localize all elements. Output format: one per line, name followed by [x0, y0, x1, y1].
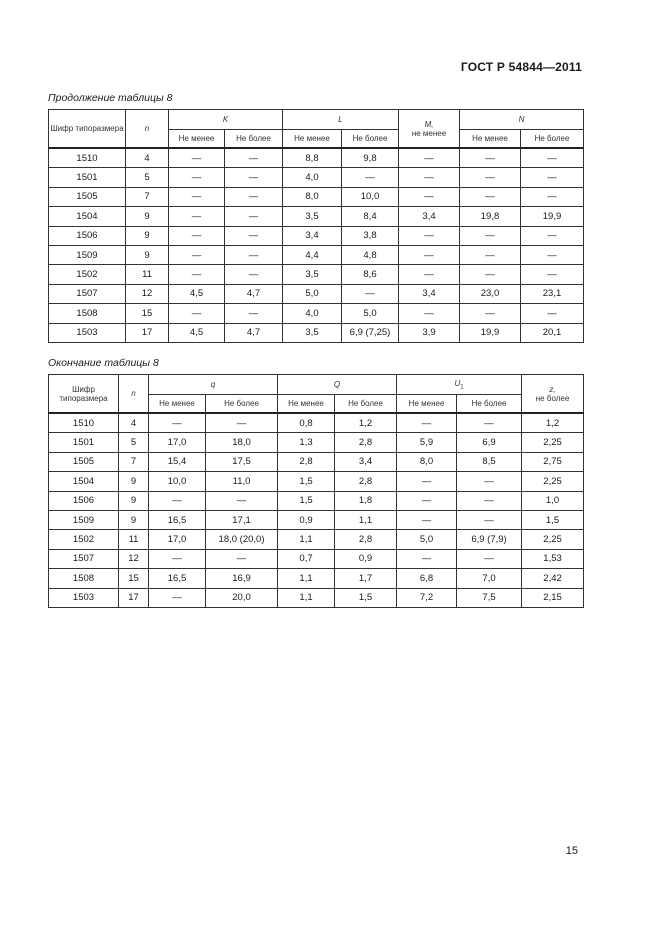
table-cell: — — [206, 549, 278, 568]
table-cell: 11 — [119, 530, 149, 549]
table-cell: 3,8 — [342, 226, 399, 245]
table-cell: 1501 — [49, 433, 119, 452]
table-cell: 20,1 — [521, 323, 584, 342]
table-cell: 3,4 — [399, 284, 460, 303]
sub-header-l-min: Не менее — [283, 130, 342, 149]
table-cell: 8,0 — [283, 187, 342, 206]
table-cell: 5,0 — [397, 530, 457, 549]
table-cell: 12 — [119, 549, 149, 568]
table-cell: 1507 — [49, 284, 126, 303]
col-m-qualifier: не менее — [411, 128, 447, 138]
standard-code: ГОСТ Р 54844—2011 — [460, 60, 582, 74]
table-cell: 9 — [119, 491, 149, 510]
table-cell: 7,0 — [457, 569, 522, 588]
table-cell: — — [342, 168, 399, 187]
col-z-header — [522, 375, 584, 414]
table-row — [49, 588, 584, 607]
table-cell: 19,9 — [521, 207, 584, 226]
table-cell: 11 — [126, 265, 169, 284]
table-cell: 6,9 (7,9) — [457, 530, 522, 549]
table-cell: — — [457, 549, 522, 568]
table-cell: 3,4 — [335, 452, 397, 471]
col-u-symbol: U — [454, 378, 461, 388]
table-cell: — — [460, 304, 521, 323]
table-cell: 3,5 — [283, 265, 342, 284]
table-cell: — — [397, 472, 457, 491]
table-row — [49, 226, 584, 245]
col-m-symbol: M, — [424, 119, 434, 129]
table-cell: 1508 — [49, 569, 119, 588]
table-cell: 8,0 — [397, 452, 457, 471]
table-cell: 4,0 — [283, 304, 342, 323]
table-cell: 1,8 — [335, 491, 397, 510]
table-cell: — — [169, 207, 225, 226]
table-cell: 1,5 — [335, 588, 397, 607]
sub-header-q-max: Не более — [206, 395, 278, 414]
col-k-header: K — [169, 110, 283, 130]
table-row — [49, 323, 584, 342]
table-cell: 5 — [126, 168, 169, 187]
table-cell: 11,0 — [206, 472, 278, 491]
table-cell: 19,9 — [460, 323, 521, 342]
table-continuation-caption: Продолжение таблицы 8 — [48, 92, 173, 104]
sub-header-n-max: Не более — [521, 130, 584, 149]
table-cell: 7 — [119, 452, 149, 471]
table-row — [49, 265, 584, 284]
table-row — [49, 491, 584, 510]
table-cell: 1,7 — [335, 569, 397, 588]
table-row — [49, 284, 584, 303]
table-cell: — — [460, 187, 521, 206]
table-cell: 7 — [126, 187, 169, 206]
table-cell: — — [399, 226, 460, 245]
table-cell: 1507 — [49, 549, 119, 568]
table-cell: 9,8 — [342, 148, 399, 168]
table-cell: 1510 — [49, 413, 119, 433]
table-cell: 1,2 — [522, 413, 584, 433]
table-cell: 0,7 — [278, 549, 335, 568]
table-cell: 8,4 — [342, 207, 399, 226]
table-cell: — — [399, 168, 460, 187]
table-cell: — — [521, 304, 584, 323]
table-cell: 15 — [126, 304, 169, 323]
table-cell: 4,5 — [169, 323, 225, 342]
sub-header-l-max: Не более — [342, 130, 399, 149]
table-cell: 0,9 — [278, 510, 335, 529]
col-n-upper-header: N — [460, 110, 584, 130]
table-cell: 1509 — [49, 245, 126, 264]
table-cell: 1,0 — [522, 491, 584, 510]
table-cell: 2,8 — [335, 530, 397, 549]
table-cell: 2,25 — [522, 472, 584, 491]
table-cell: 1,2 — [335, 413, 397, 433]
table-cell: — — [521, 148, 584, 168]
table-row — [49, 245, 584, 264]
table-cell: 6,9 — [457, 433, 522, 452]
table-cell: 1,53 — [522, 549, 584, 568]
table-cell: 6,8 — [397, 569, 457, 588]
table-cell: 4 — [119, 413, 149, 433]
table-cell: 4,7 — [225, 323, 283, 342]
table-cell: — — [521, 168, 584, 187]
table-row — [49, 413, 584, 433]
sub-header-q-upper-min: Не менее — [278, 395, 335, 414]
table-cell: 1505 — [49, 187, 126, 206]
table-cell: 7,2 — [397, 588, 457, 607]
table-continuation-body — [49, 148, 584, 342]
table-cell: 1510 — [49, 148, 126, 168]
table-row — [49, 148, 584, 168]
table-cell: 9 — [126, 226, 169, 245]
table-cell: — — [521, 265, 584, 284]
table-cell: 18,0 (20,0) — [206, 530, 278, 549]
table-cell: — — [225, 265, 283, 284]
table-cell: — — [457, 491, 522, 510]
table-cell: — — [460, 265, 521, 284]
col-q-upper-header: Q — [278, 375, 397, 395]
table-cell: 3,5 — [283, 207, 342, 226]
col-m-header — [399, 110, 460, 149]
sub-header-n-min: Не менее — [460, 130, 521, 149]
table-cell: 23,0 — [460, 284, 521, 303]
table-cell: 2,8 — [278, 452, 335, 471]
table-cell: 1508 — [49, 304, 126, 323]
table-cell: 2,25 — [522, 530, 584, 549]
table-cell: 4,0 — [283, 168, 342, 187]
table-cell: — — [399, 187, 460, 206]
table-cell: — — [399, 148, 460, 168]
table-cell: 16,9 — [206, 569, 278, 588]
table-cell: — — [225, 245, 283, 264]
table-cell: — — [460, 168, 521, 187]
table-cell: 20,0 — [206, 588, 278, 607]
table-cell: 23,1 — [521, 284, 584, 303]
table-cell: 1506 — [49, 226, 126, 245]
table-cell: — — [206, 413, 278, 433]
sub-header-k-min: Не менее — [169, 130, 225, 149]
table-row — [49, 549, 584, 568]
table-cell: 7,5 — [457, 588, 522, 607]
table-cell: — — [169, 304, 225, 323]
table-end-body — [49, 413, 584, 607]
table-cell: — — [460, 226, 521, 245]
table-cell: 1504 — [49, 207, 126, 226]
table-row — [49, 530, 584, 549]
table-cell: 5,9 — [397, 433, 457, 452]
table-cell: 16,5 — [149, 569, 206, 588]
col-n-header: n — [126, 110, 169, 149]
table-cell: — — [225, 148, 283, 168]
table-cell: 17 — [119, 588, 149, 607]
col-z-symbol: z, — [549, 384, 556, 394]
table-cell: 2,42 — [522, 569, 584, 588]
table-continuation — [48, 109, 584, 343]
table-cell: 1501 — [49, 168, 126, 187]
table-cell: 8,6 — [342, 265, 399, 284]
table-cell: 1509 — [49, 510, 119, 529]
table-cell: 18,0 — [206, 433, 278, 452]
table-cell: 1,1 — [278, 588, 335, 607]
table-cell: — — [457, 472, 522, 491]
table-cell: 17,5 — [206, 452, 278, 471]
table-cell: 17,0 — [149, 433, 206, 452]
table-cell: 4,5 — [169, 284, 225, 303]
table-cell: 4,4 — [283, 245, 342, 264]
table-row — [49, 187, 584, 206]
col-q-header: q — [149, 375, 278, 395]
table-row — [49, 510, 584, 529]
table-cell: 1502 — [49, 265, 126, 284]
col-l-header: L — [283, 110, 399, 130]
table-cell: — — [169, 148, 225, 168]
table-cell: — — [169, 245, 225, 264]
table-row — [49, 304, 584, 323]
table-cell: — — [206, 491, 278, 510]
table-cell: 8,8 — [283, 148, 342, 168]
table-cell: — — [225, 187, 283, 206]
table-cell: — — [149, 491, 206, 510]
table-cell: — — [169, 265, 225, 284]
table-cell: — — [342, 284, 399, 303]
table-cell: 1503 — [49, 323, 126, 342]
sub-header-q-min: Не менее — [149, 395, 206, 414]
sub-header-k-max: Не более — [225, 130, 283, 149]
page-number: 15 — [565, 845, 578, 857]
table-cell: — — [397, 491, 457, 510]
table-cell: 12 — [126, 284, 169, 303]
table-end-caption: Окончание таблицы 8 — [48, 357, 159, 369]
table-cell: 5 — [119, 433, 149, 452]
col-code-header: Шифр типоразмера — [49, 110, 126, 149]
table-cell: 9 — [126, 207, 169, 226]
table-cell: 15,4 — [149, 452, 206, 471]
table-row — [49, 569, 584, 588]
col-code-header: Шифр типоразмера — [49, 375, 119, 414]
table-cell: 1,1 — [278, 530, 335, 549]
table-cell: 1,3 — [278, 433, 335, 452]
table-cell: — — [225, 207, 283, 226]
table-cell: — — [521, 245, 584, 264]
table-cell: 8,5 — [457, 452, 522, 471]
table-cell: 4 — [126, 148, 169, 168]
table-cell: 0,9 — [335, 549, 397, 568]
table-cell: 4,7 — [225, 284, 283, 303]
table-cell: — — [460, 245, 521, 264]
table-cell: 1503 — [49, 588, 119, 607]
table-cell: — — [149, 549, 206, 568]
table-cell: — — [225, 226, 283, 245]
table-row — [49, 207, 584, 226]
table-cell: 1,5 — [278, 472, 335, 491]
table-cell: 17,1 — [206, 510, 278, 529]
table-cell: 1504 — [49, 472, 119, 491]
table-row — [49, 452, 584, 471]
table-cell: 2,8 — [335, 472, 397, 491]
table-cell: 4,8 — [342, 245, 399, 264]
table-cell: — — [457, 413, 522, 433]
sub-header-u-max: Не более — [457, 395, 522, 414]
table-cell: 9 — [126, 245, 169, 264]
table-cell: — — [225, 168, 283, 187]
table-cell: — — [521, 226, 584, 245]
table-cell: — — [460, 148, 521, 168]
table-cell: 1,5 — [522, 510, 584, 529]
table-cell: 1,1 — [335, 510, 397, 529]
table-cell: — — [397, 510, 457, 529]
table-cell: — — [149, 588, 206, 607]
table-row — [49, 433, 584, 452]
table-cell: 1,5 — [278, 491, 335, 510]
table-cell: 19,8 — [460, 207, 521, 226]
table-cell: — — [457, 510, 522, 529]
table-cell: 16,5 — [149, 510, 206, 529]
table-cell: 15 — [119, 569, 149, 588]
table-cell: — — [169, 187, 225, 206]
table-cell: 3,4 — [399, 207, 460, 226]
table-cell: 0,8 — [278, 413, 335, 433]
table-cell: — — [397, 549, 457, 568]
table-cell: 10,0 — [342, 187, 399, 206]
table-cell: 17,0 — [149, 530, 206, 549]
table-cell: 1,1 — [278, 569, 335, 588]
table-cell: 10,0 — [149, 472, 206, 491]
col-z-qualifier: не более — [535, 393, 570, 403]
table-cell: — — [399, 245, 460, 264]
col-u-subscript: 1 — [460, 384, 464, 391]
table-cell: 2,75 — [522, 452, 584, 471]
table-cell: — — [399, 265, 460, 284]
table-cell: — — [225, 304, 283, 323]
table-cell: — — [149, 413, 206, 433]
table-cell: 9 — [119, 510, 149, 529]
table-cell: 1502 — [49, 530, 119, 549]
table-cell: 2,8 — [335, 433, 397, 452]
table-row — [49, 472, 584, 491]
table-cell: 2,25 — [522, 433, 584, 452]
col-u-header — [397, 375, 522, 395]
table-cell: — — [169, 168, 225, 187]
table-cell: 3,9 — [399, 323, 460, 342]
table-row — [49, 168, 584, 187]
table-end — [48, 374, 584, 608]
table-cell: 3,4 — [283, 226, 342, 245]
table-cell: 6,9 (7,25) — [342, 323, 399, 342]
table-cell: — — [397, 413, 457, 433]
table-cell: 2,15 — [522, 588, 584, 607]
table-cell: 3,5 — [283, 323, 342, 342]
table-cell: — — [399, 304, 460, 323]
table-cell: 1506 — [49, 491, 119, 510]
table-cell: 17 — [126, 323, 169, 342]
table-cell: 5,0 — [283, 284, 342, 303]
table-cell: 1505 — [49, 452, 119, 471]
col-n-header: n — [119, 375, 149, 414]
table-cell: — — [521, 187, 584, 206]
table-cell: 5,0 — [342, 304, 399, 323]
sub-header-u-min: Не менее — [397, 395, 457, 414]
sub-header-q-upper-max: Не более — [335, 395, 397, 414]
table-cell: — — [169, 226, 225, 245]
table-cell: 9 — [119, 472, 149, 491]
